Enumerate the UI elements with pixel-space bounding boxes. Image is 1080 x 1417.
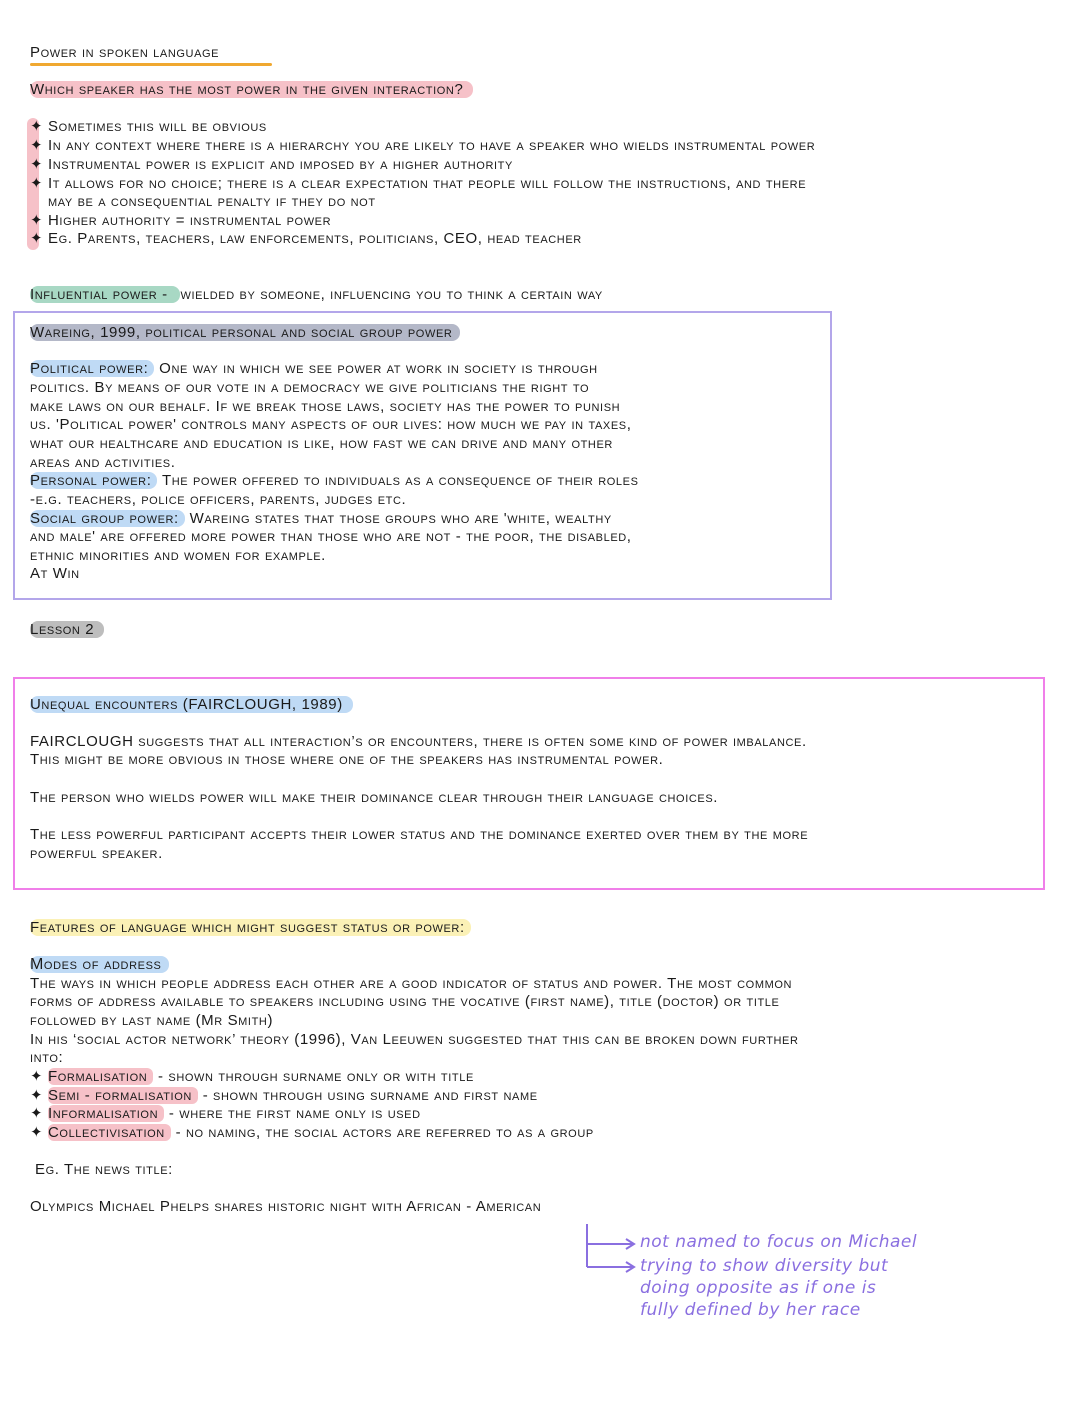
features-text-line: In his ‘social actor network’ theory (1996), Van Leeuwen suggested that this can be broken down further <box>30 1031 799 1048</box>
example-label: Eg. The news title: <box>35 1161 173 1178</box>
annotation-line: trying to show diversity but <box>640 1256 889 1276</box>
wareing-text-line: us. 'Political power' controls many aspects of our lives: how much we pay in taxes, <box>30 416 632 433</box>
influential-power-line: Influential power - wielded by someone, influencing you to think a certain way <box>30 286 603 303</box>
fairclough-text-line: powerful speaker. <box>30 845 163 862</box>
fairclough-heading: Unequal encounters (FAIRCLOUGH, 1989) <box>30 696 353 714</box>
social-group-power-line: Social group power: Wareing states that those groups who are 'white, wealthy <box>30 510 612 527</box>
lesson-label: Lesson 2 <box>30 621 104 639</box>
question-heading <box>30 81 473 99</box>
annotation-line: not named to focus on Michael <box>640 1232 918 1252</box>
wareing-text-line: At Win <box>30 565 80 582</box>
features-heading: Features of language which might suggest status or power: <box>30 919 471 937</box>
fairclough-text-line: The less powerful participant accepts their lower status and the dominance exerted over them by the more <box>30 826 809 843</box>
page-title: Power in spoken language <box>30 44 220 61</box>
wareing-heading: Wareing, 1999, political personal and social group power <box>30 324 460 342</box>
features-text-line: The ways in which people address each other are a good indicator of status and power. The most common <box>30 975 793 992</box>
fairclough-text-line: The person who wields power will make their dominance clear through their language choices. <box>30 789 719 806</box>
features-text-line: followed by last name (Mr Smith) <box>30 1012 274 1029</box>
features-text-line: forms of address available to speakers including using the vocative (first name), title (doctor) or title <box>30 993 780 1010</box>
influential-power-term: Influential power - <box>30 286 180 303</box>
list-item: ✦ Formalisation - shown through surname only or with title <box>30 1068 474 1085</box>
wareing-text-line: make laws on our behalf. If we break those laws, society has the power to punish <box>30 398 621 415</box>
list-item: ✦ In any context where there is a hierarchy you are likely to have a speaker who wields instrumental power <box>30 137 816 154</box>
annotation-line: fully defined by her race <box>640 1300 861 1320</box>
list-item: ✦ Eg. Parents, teachers, law enforcements, politicians, CEO, head teacher <box>30 230 582 247</box>
wareing-text-line: and male' are offered more power than those who are not - the poor, the disabled, <box>30 528 632 545</box>
list-item: ✦ Collectivisation - no naming, the social actors are referred to as a group <box>30 1124 594 1141</box>
annotation-line: doing opposite as if one is <box>640 1278 877 1298</box>
wareing-text-line: areas and activities. <box>30 454 176 471</box>
personal-power-label: Personal power: <box>30 472 157 489</box>
question-text: Which speaker has the most power in the given interaction? <box>30 81 473 98</box>
features-text-line: into: <box>30 1049 64 1066</box>
social-group-power-label: Social group power: <box>30 510 185 527</box>
list-item-continued: may be a consequential penalty if they do not <box>48 193 376 210</box>
political-power-label: Political power: <box>30 360 154 377</box>
fairclough-text-line: FAIRCLOUGH suggests that all interaction’s or encounters, there is often some kind of power imbalance. <box>30 733 807 750</box>
list-item: ✦ Higher authority = instrumental power <box>30 212 332 229</box>
wareing-text-line: what our healthcare and education is like, how fast we can drive and many other <box>30 435 613 452</box>
personal-power-line: Personal power: The power offered to individuals as a consequence of their roles <box>30 472 639 489</box>
wareing-text-line: ethnic minorities and women for example. <box>30 547 326 564</box>
list-item: ✦ Semi - formalisation - shown through using surname and first name <box>30 1087 538 1104</box>
fairclough-text-line: This might be more obvious in those where one of the speakers has instrumental power. <box>30 751 664 768</box>
list-item: ✦ It allows for no choice; there is a clear expectation that people will follow the instructions, and there <box>30 175 807 192</box>
title-underline <box>30 63 272 66</box>
list-item: ✦ Sometimes this will be obvious <box>30 118 267 135</box>
modes-of-address-heading: Modes of address <box>30 956 169 974</box>
political-power-line: Political power: One way in which we see power at work in society is through <box>30 360 598 377</box>
wareing-text-line: -e.g. teachers, police officers, parents, judges etc. <box>30 491 407 508</box>
news-headline: Olympics Michael Phelps shares historic night with African - American <box>30 1198 542 1215</box>
list-item: ✦ Informalisation - where the first name only is used <box>30 1105 421 1122</box>
list-item: ✦ Instrumental power is explicit and imposed by a higher authority <box>30 156 513 173</box>
wareing-text-line: politics. By means of our vote in a democracy we give politicians the right to <box>30 379 590 396</box>
